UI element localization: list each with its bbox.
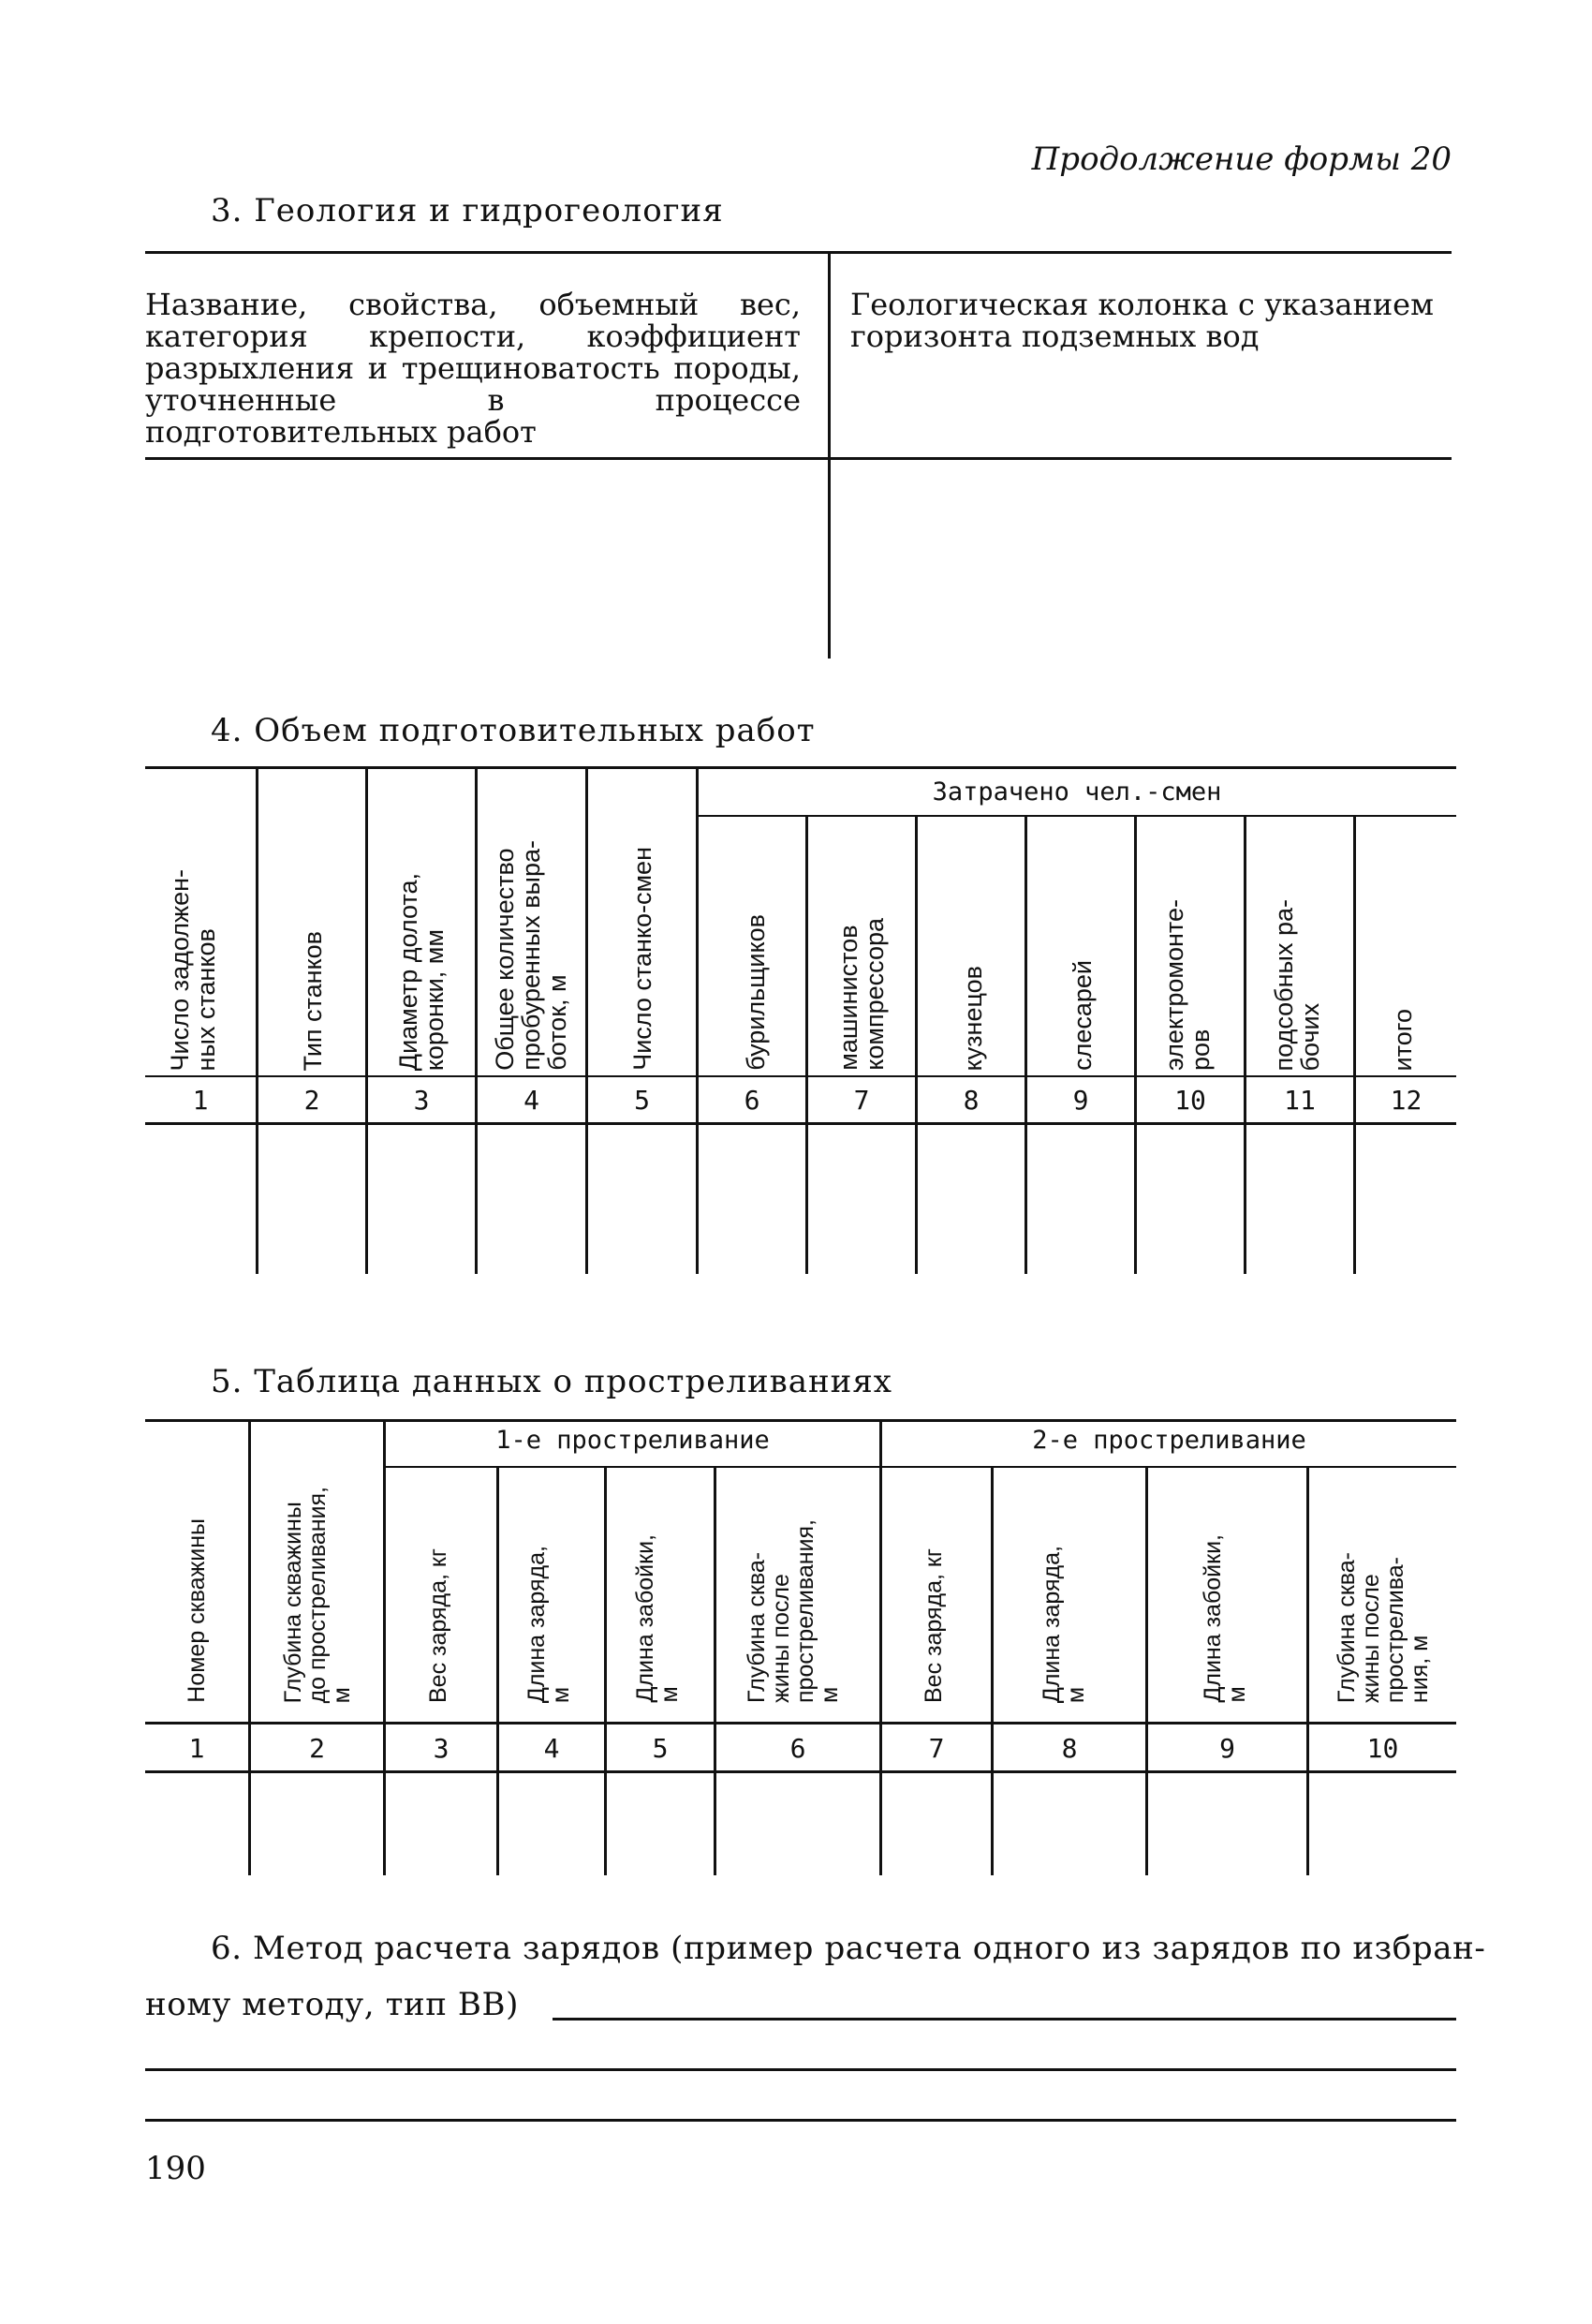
section-3-top-rule bbox=[145, 251, 1452, 254]
section-4-title: 4. Объем подготовительных работ bbox=[211, 712, 816, 749]
section-4-col-header-8: кузнецов bbox=[959, 965, 987, 1071]
section-4-col-number: 5 bbox=[634, 1085, 650, 1116]
section-5-group-1-header: 1-е простреливание bbox=[495, 1426, 770, 1455]
section-4-col-header-12: итого bbox=[1389, 1008, 1417, 1071]
section-5-col-number: 7 bbox=[928, 1733, 945, 1764]
section-4-col-line bbox=[1353, 817, 1356, 1274]
section-4-col-number: 6 bbox=[744, 1085, 760, 1116]
section-4-col-line bbox=[585, 768, 588, 1274]
section-3-title: 3. Геология и гидрогеология bbox=[211, 192, 724, 229]
section-4-col-number: 8 bbox=[963, 1085, 980, 1116]
continuation-note: Продолжение формы 20 bbox=[1031, 141, 1452, 178]
section-5-col-line bbox=[496, 1468, 499, 1875]
section-5-col-number: 10 bbox=[1366, 1733, 1399, 1764]
section-5-col-number: 3 bbox=[433, 1733, 450, 1764]
section-5-group-2-header: 2-е простреливание bbox=[1032, 1426, 1306, 1455]
section-5-col-line bbox=[714, 1468, 716, 1875]
section-4-col-line bbox=[1244, 817, 1246, 1274]
section-4-col-number: 3 bbox=[413, 1085, 430, 1116]
section-4-col-line bbox=[1134, 817, 1137, 1274]
section-4-col-number: 4 bbox=[523, 1085, 539, 1116]
section-5-title: 5. Таблица данных о простреливаниях bbox=[211, 1363, 892, 1400]
section-5-col-header-3: Вес заряда, кг bbox=[425, 1548, 451, 1703]
section-4-col-line bbox=[256, 768, 258, 1274]
section-5-col-line bbox=[248, 1421, 251, 1875]
section-5-top-rule bbox=[145, 1419, 1456, 1422]
section-4-col-header-1: Число задолжен- ных станков bbox=[166, 868, 220, 1071]
section-5-col-number: 4 bbox=[543, 1733, 560, 1764]
section-5-col-number: 2 bbox=[309, 1733, 325, 1764]
section-5-col-header-5: Длина забойки, м bbox=[632, 1534, 683, 1703]
section-4-col-number: 2 bbox=[303, 1085, 320, 1116]
section-5-group-rule bbox=[386, 1466, 1456, 1468]
section-5-col-number: 5 bbox=[652, 1733, 669, 1764]
section-5-number-rule bbox=[145, 1770, 1456, 1773]
section-5-col-line bbox=[991, 1468, 994, 1875]
section-5-col-header-8: Длина заряда, м bbox=[1039, 1545, 1089, 1703]
page-number: 190 bbox=[145, 2150, 206, 2187]
section-6-answer-line-2[interactable] bbox=[145, 2068, 1456, 2071]
section-4-col-header-10: электромонте- ров bbox=[1160, 898, 1215, 1071]
section-4-col-header-11: подсобных ра- бочих bbox=[1270, 898, 1324, 1071]
section-4-col-header-3: Диаметр долота, коронки, мм bbox=[394, 872, 449, 1071]
section-6-line-2: ному методу, тип ВВ) bbox=[145, 1986, 519, 2023]
section-4-col-line bbox=[365, 768, 368, 1274]
section-5-col-header-1: Номер скважины bbox=[184, 1518, 210, 1703]
section-5-col-header-4: Длина заряда, м bbox=[523, 1545, 574, 1703]
section-4-col-line bbox=[805, 817, 808, 1274]
section-5-col-line bbox=[1306, 1468, 1309, 1875]
section-5-col-line bbox=[879, 1421, 882, 1875]
section-3-header-rule bbox=[145, 457, 1452, 460]
section-5-col-number: 8 bbox=[1061, 1733, 1078, 1764]
section-4-group-rule bbox=[698, 815, 1456, 817]
section-4-col-number: 1 bbox=[192, 1085, 209, 1116]
section-4-col-header-6: бурильщиков bbox=[742, 914, 770, 1071]
section-4-col-number: 9 bbox=[1072, 1085, 1089, 1116]
section-4-col-header-5: Число станко-смен bbox=[628, 847, 656, 1071]
section-4-top-rule bbox=[145, 766, 1456, 769]
section-5-col-line bbox=[604, 1468, 607, 1875]
section-4-col-number: 12 bbox=[1390, 1085, 1422, 1116]
section-5-col-number: 9 bbox=[1219, 1733, 1235, 1764]
section-5-col-header-10: Глубина сква- жины после прострелива- ния, м bbox=[1334, 1551, 1433, 1703]
section-5-col-header-6: Глубина сква- жины после простреливания, м bbox=[744, 1519, 843, 1703]
section-5-col-header-2: Глубина скважины до простреливания, м bbox=[280, 1486, 355, 1703]
section-4-col-line bbox=[1024, 817, 1027, 1274]
section-4-col-number: 10 bbox=[1174, 1085, 1206, 1116]
section-6-answer-line-3[interactable] bbox=[145, 2119, 1456, 2122]
section-4-header-rule bbox=[145, 1075, 1456, 1077]
section-5-col-header-7: Вес заряда, кг bbox=[921, 1548, 947, 1703]
section-4-col-line bbox=[915, 817, 918, 1274]
section-4-col-header-4: Общее количество пробуренных выра- боток, м bbox=[491, 840, 571, 1071]
section-4-col-header-2: Тип станков bbox=[299, 930, 327, 1071]
section-4-group-header: Затрачено чел.-смен bbox=[932, 777, 1222, 807]
section-5-col-number: 1 bbox=[188, 1733, 205, 1764]
section-5-col-line bbox=[383, 1421, 386, 1875]
section-5-header-rule bbox=[145, 1722, 1456, 1724]
section-4-number-rule bbox=[145, 1122, 1456, 1125]
section-6-line-1: 6. Метод расчета зарядов (пример расчета одного из зарядов по избран- bbox=[211, 1930, 1486, 1967]
section-4-col-number: 7 bbox=[853, 1085, 870, 1116]
section-5-col-header-9: Длина забойки, м bbox=[1200, 1534, 1250, 1703]
section-3-right-header: Геологическая колонка с указанием горизонта подземных вод bbox=[850, 287, 1434, 354]
section-5-col-line bbox=[1145, 1468, 1148, 1875]
section-4-col-number: 11 bbox=[1284, 1085, 1316, 1116]
section-4-col-header-7: машинистов компрессора bbox=[834, 918, 889, 1071]
section-4-col-header-9: слесарей bbox=[1069, 960, 1097, 1071]
section-3-left-header: Название, свойства, объемный вес, категория крепости, коэффициент разрыхления и трещиноватость породы, уточненные в процессе подготовительных работ bbox=[145, 287, 801, 450]
section-6-answer-line-1[interactable] bbox=[553, 2018, 1456, 2021]
section-4-col-line bbox=[475, 768, 478, 1274]
section-4-col-line bbox=[696, 768, 699, 1274]
section-5-col-number: 6 bbox=[789, 1733, 806, 1764]
section-3-entry-area[interactable] bbox=[145, 464, 1452, 656]
